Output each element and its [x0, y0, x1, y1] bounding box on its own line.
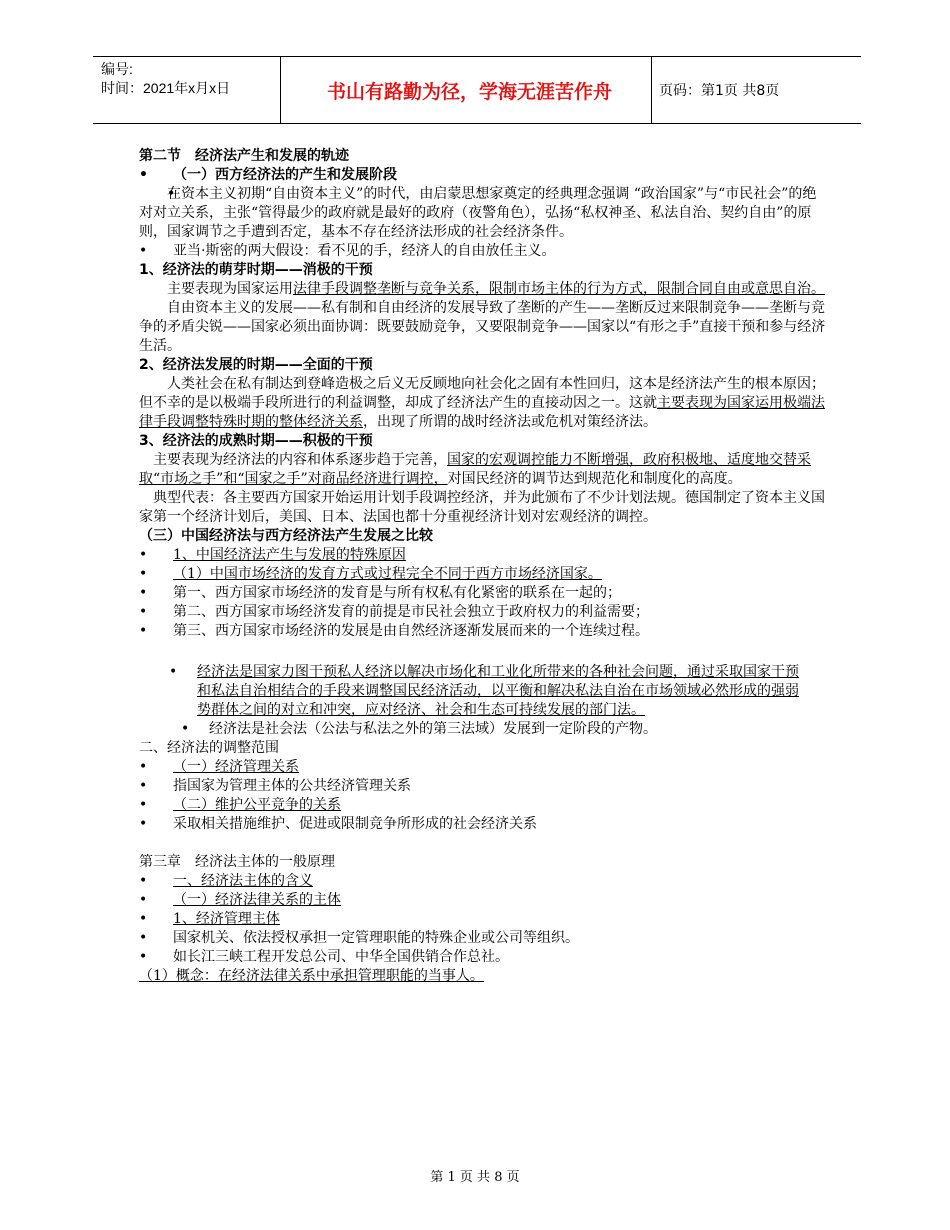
paragraph: • 在资本主义初期“自由资本主义”的时代，由启蒙思想家奠定的经典理念强调 “政治国家”与“市民社会”的绝对对立关系，主张“管得最少的政府就是最好的政府（夜警角色），弘扬“私权神圣、私法自治、契约自由”的原则，国家调节之手遭到否定，基本不存在经济法形成的社会经济条件。	[139, 185, 829, 242]
paragraph: 人类社会在私有制达到登峰造极之后义无反顾地向社会化之固有本性回归，这本是经济法产生的根本原因；但不幸的是以极端手段所进行的利益调整，却成了经济法产生的直接动因之一。这就主要表现为国家运用极端法律手段调整特殊时期的整体经济关系，出现了所谓的战时经济法或危机对策经济法。	[139, 376, 825, 430]
stage-heading: 2、经济法发展的时期——全面的干预	[139, 357, 373, 373]
header-meta	[101, 60, 230, 98]
definition-item: • 经济法是国家力图干预私人经济以解决市场化和工业化所带来的各种社会问题，通过采取国家干预和私法自治相结合的手段来调整国民经济活动，以平衡和解决私法自治在市场领域必然形成的强弱势群体之间的对立和冲突，应对经济、社会和生态可持续发展的部门法。	[139, 663, 829, 720]
subsection-heading: • （一）西方经济法的产生和发展阶段	[139, 166, 829, 185]
header-page-info: 页码：第1页 共8页	[659, 83, 780, 99]
list-item: • （二）维护公平竞争的关系	[139, 796, 829, 815]
list-item: • （一）经济管理关系	[139, 758, 829, 777]
stage-heading: 3、经济法的成熟时期——积极的干预	[139, 433, 373, 449]
stage-heading: 1、经济法的萌芽时期——消极的干预	[139, 262, 373, 278]
list-item: • 指国家为管理主体的公共经济管理关系	[139, 777, 829, 796]
document-number-label: 编号:	[101, 61, 133, 77]
document-date: 时间：2021年x月x日	[101, 80, 231, 96]
section-title: 第二节 经济法产生和发展的轨迹	[139, 148, 349, 164]
page-footer: 第 1 页 共 8 页	[430, 1170, 520, 1185]
paragraph: • 亚当·斯密的两大假设：看不见的手，经济人的自由放任主义。	[139, 242, 829, 261]
list-item: • 1、中国经济法产生与发展的特殊原因	[139, 546, 829, 565]
list-item: • 一、经济法主体的含义	[139, 872, 829, 891]
paragraph: 自由资本主义的发展——私有制和自由经济的发展导致了垄断的产生——垄断反过来限制竞争——垄断与竞争的矛盾尖锐——国家必须出面协调：既要鼓励竞争，又要限制竞争——国家以“有形之手”直接干预和参与经济生活。	[139, 300, 826, 354]
chapter-heading: 第三章 经济法主体的一般原理	[139, 854, 335, 870]
list-item: • 1、经济管理主体	[139, 910, 829, 929]
paragraph: 典型代表：各主要西方国家开始运用计划手段调控经济，并为此颁布了不少计划法规。德国制定了资本主义国家第一个经济计划后，美国、日本、法国也都十分重视经济计划对宏观经济的调控。	[139, 490, 825, 525]
header-motto: 书山有路勤为径，学海无涯苦作舟	[326, 80, 612, 103]
list-item: • 第一、西方国家市场经济的发育是与所有权私有化紧密的联系在一起的；	[139, 584, 829, 603]
page-header	[93, 56, 861, 124]
list-item: • （一）经济法律关系的主体	[139, 891, 829, 910]
concept-line: （1）概念：在经济法律关系中承担管理职能的当事人。	[139, 968, 484, 984]
paragraph: 主要表现为国家运用法律手段调整垄断与竞争关系，限制市场主体的行为方式，限制合同自由或意思自治。	[167, 281, 825, 297]
list-item: • 第二、西方国家市场经济发育的前提是市民社会独立于政府权力的利益需要；	[139, 603, 829, 622]
paragraph: 主要表现为经济法的内容和体系逐步趋于完善，国家的宏观调控能力不断增强，政府积极地、适度地交替采取“市场之手”和“国家之手”对商品经济进行调控，对国民经济的调节达到规范化和制度化的高度。	[139, 452, 811, 487]
definition-item: • 经济法是社会法（公法与私法之外的第三法域）发展到一定阶段的产物。	[139, 720, 829, 739]
header-divider	[280, 57, 281, 123]
list-item: • 如长江三峡工程开发总公司、中华全国供销合作总社。	[139, 948, 829, 967]
section-heading: 二、经济法的调整范围	[139, 740, 279, 756]
list-item: • 国家机关、依法授权承担一定管理职能的特殊企业或公司等组织。	[139, 929, 829, 948]
list-item: • （1）中国市场经济的发育方式或过程完全不同于西方市场经济国家。	[139, 565, 829, 584]
list-item: • 第三、西方国家市场经济的发展是由自然经济逐渐发展而来的一个连续过程。	[139, 622, 829, 641]
header-divider	[651, 57, 652, 123]
subsection-heading: （三）中国经济法与西方经济法产生发展之比较	[139, 528, 433, 544]
list-item: • 采取相关措施维护、促进或限制竞争所形成的社会经济关系	[139, 815, 829, 834]
document-body	[139, 147, 829, 986]
